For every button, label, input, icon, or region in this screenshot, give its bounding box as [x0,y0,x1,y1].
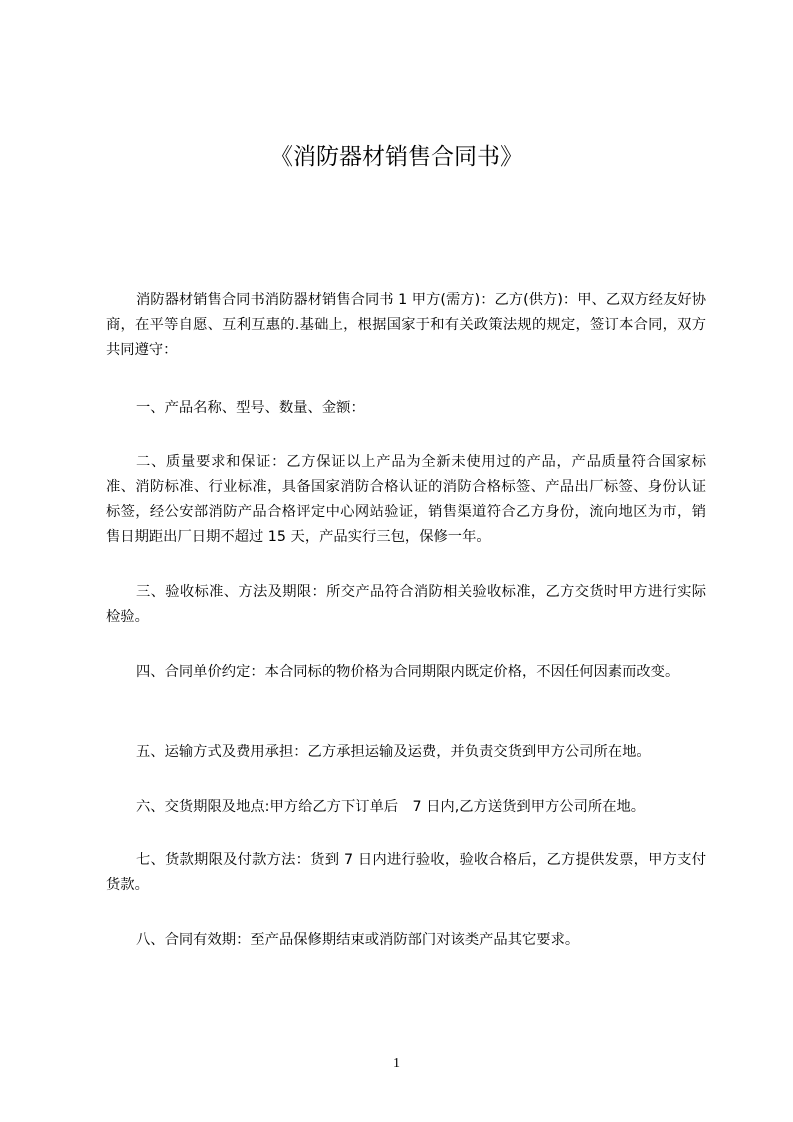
paragraph-intro: 消防器材销售合同书消防器材销售合同书 1 甲方(需方)：乙方(供方)：甲、乙双方经友好协商，在平等自愿、互利互惠的.基础上，根据国家于和有关政策法规的规定，签订本合同，双方共同遵守： [106,292,706,358]
document-title: 《消防器材销售合同书》 [270,144,523,170]
page-number: 1 [393,1056,400,1071]
paragraph-product-info: 一、产品名称、型号、数量、金额： [136,400,365,416]
paragraph-payment: 七、货款期限及付款方法：货到 7 日内进行验收，验收合格后，乙方提供发票，甲方支付货款。 [106,852,706,893]
paragraph-quality: 二、质量要求和保证：乙方保证以上产品为全新未使用过的产品，产品质量符合国家标准、消防标准、行业标准，具备国家消防合格认证的消防合格标签、产品出厂标签、身份认证标签，经公安部消防产品合格评定中心网站验证，销售渠道符合乙方身份，流向地区为市，销售日期距出厂日期不超过 15 天，产品实行三包，保修一年。 [106,454,706,545]
paragraph-validity: 八、合同有效期：至产品保修期结束或消防部门对该类产品其它要求。 [136,932,580,948]
paragraph-unit-price: 四、合同单价约定：本合同标的物价格为合同期限内既定价格，不因任何因素而改变。 [136,664,680,680]
paragraph-acceptance: 三、验收标准、方法及期限：所交产品符合消防相关验收标准，乙方交货时甲方进行实际检验。 [106,584,706,625]
paragraph-transport: 五、运输方式及费用承担：乙方承担运输及运费，并负责交货到甲方公司所在地。 [136,744,651,760]
paragraph-delivery: 六、交货期限及地点:甲方给乙方下订单后 7 日内,乙方送货到甲方公司所在地。 [136,799,646,815]
